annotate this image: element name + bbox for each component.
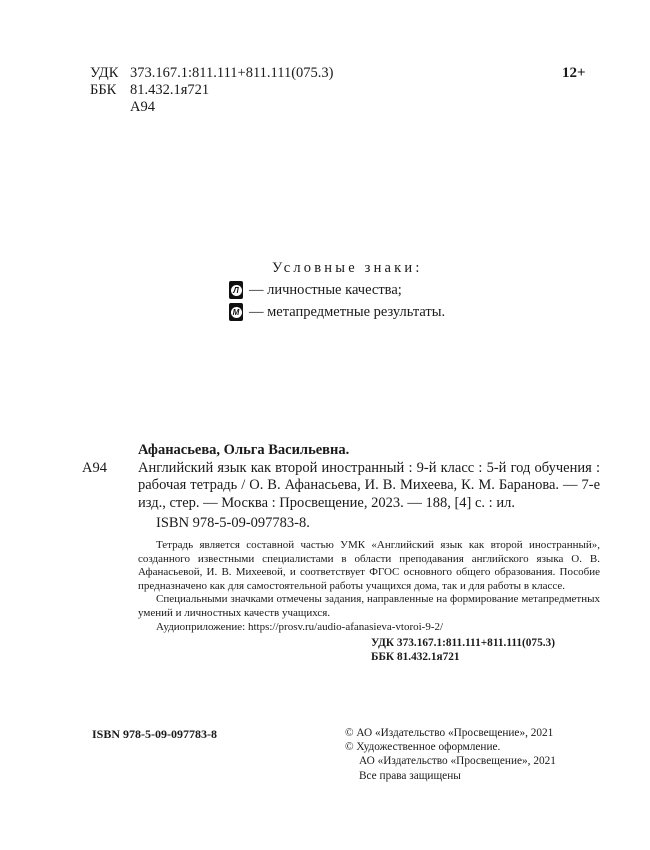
author-code: А94 [130, 99, 155, 115]
bbk-code: ББК 81.432.1я721 [371, 651, 460, 663]
annotation-paragraph: Специальными значками отмечены задания, направленные на формирование метапредметных умений и личностных качеств учащихся. [138, 593, 600, 619]
description-text: Английский язык как второй иностранный : 9-й класс : 5-й год обучения : рабочая тетрадь / О. В. Афанасьева, И. В. Михеева, К. М. Баранова. — 7-е изд., стер. — Москва : Просвещение, 2023. — 188, [4] с. : ил. [138, 459, 600, 511]
bbk-label: ББК [90, 82, 117, 98]
udk-row [90, 65, 334, 82]
legend-item-text: — личностные качества; [249, 282, 402, 298]
footer-isbn: ISBN 978-5-09-097783-8 [92, 727, 217, 741]
annotation-paragraph: Тетрадь является составной частью УМК «Английский язык как второй иностранный», созданного известными специалистами в области преподавания английского языка О. В. Афанасьевой, И. В. Михеевой, и соответствует ФГОС основного общего образования. Пособие предназначено как для самостоятельной работы учащихся дома, так и для работы в классе. [138, 539, 600, 592]
metasubject-results-icon: М [229, 303, 243, 321]
annotation [138, 539, 600, 634]
audio-link: Аудиоприложение: https://prosv.ru/audio-afanasieva-vtoroi-9-2/ [156, 620, 444, 633]
legend-item-personal [229, 279, 445, 301]
copyright-block [345, 726, 556, 783]
classification-codes [371, 636, 555, 664]
legend [229, 257, 445, 323]
udk-value: 373.167.1:811.111+811.111(075.3) [130, 65, 334, 81]
udk-label: УДК [90, 65, 119, 81]
copyright-artwork-holder: АО «Издательство «Просвещение», 2021 [359, 755, 556, 768]
copyright-publisher: © АО «Издательство «Просвещение», 2021 [345, 727, 554, 739]
legend-title: Условные знаки: [272, 260, 423, 276]
bibliographic-record [82, 442, 600, 533]
classification-header [90, 65, 334, 116]
bbk-value: 81.432.1я721 [130, 82, 210, 98]
bibliographic-description [82, 460, 600, 513]
entry-code: А94 [82, 459, 107, 476]
personal-qualities-icon: Л [229, 281, 243, 299]
entry-isbn: ISBN 978-5-09-097783-8. [156, 515, 310, 531]
copyright-artwork: © Художественное оформление. [345, 741, 501, 754]
age-rating: 12+ [562, 65, 586, 81]
bbk-row [90, 82, 334, 99]
udk-code: УДК 373.167.1:811.111+811.111(075.3) [371, 637, 555, 649]
author-name: Афанасьева, Ольга Васильевна. [138, 442, 350, 458]
legend-item-metasubject [229, 301, 445, 323]
legend-item-text: — метапредметные результаты. [249, 304, 446, 320]
rights-reserved: Все права защищены [359, 769, 461, 782]
author-code-row [90, 99, 334, 116]
